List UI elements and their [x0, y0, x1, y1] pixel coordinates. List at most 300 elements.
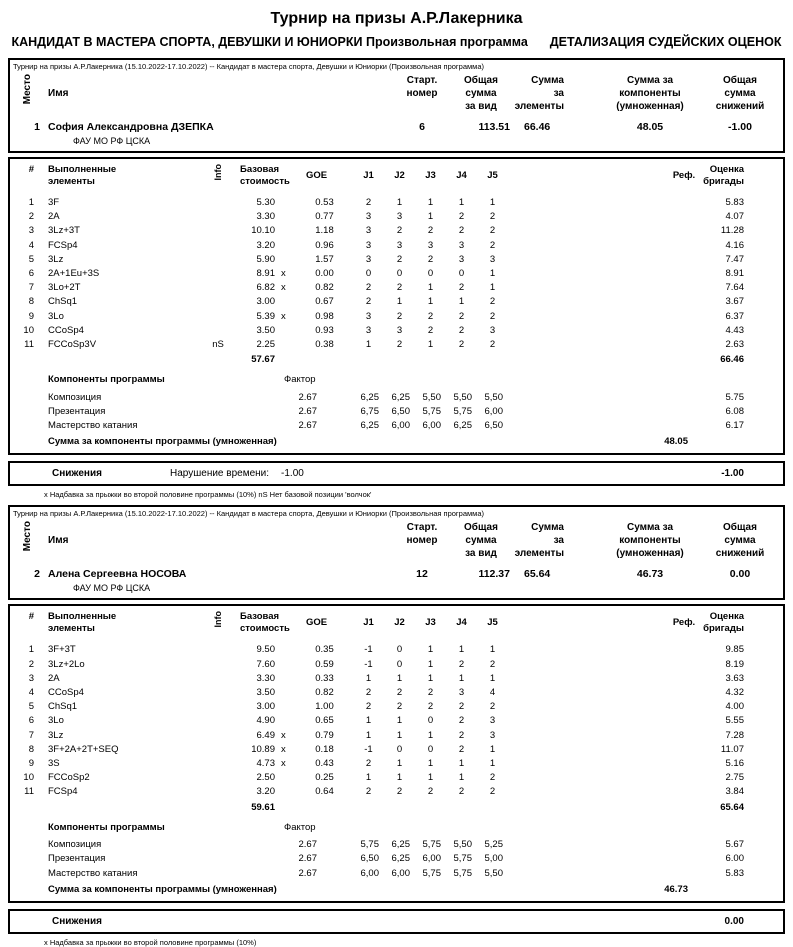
element-name: 3S	[48, 758, 60, 770]
judge-j2-score: 2	[396, 701, 403, 713]
header-goe: GOE	[305, 617, 328, 629]
judge-j2-score: 2	[396, 687, 403, 699]
judge-j5-score: 5,00	[484, 853, 503, 865]
deduction-detail-value: -1.00	[281, 468, 304, 480]
standings-header	[10, 71, 783, 113]
judge-j5-score: 3	[489, 715, 496, 727]
judge-j5-score: 1	[489, 644, 496, 656]
element-x-marker: x	[281, 743, 286, 755]
judge-j5-score: 2	[489, 225, 496, 237]
judge-j3-score: 1	[427, 644, 434, 656]
judge-j5-score: 5,50	[484, 391, 503, 403]
element-row	[10, 239, 783, 253]
deduction-total: -1.00	[721, 468, 744, 480]
header-total-deductions: Общая сумма снижений	[715, 522, 765, 560]
element-goe: 0.00	[315, 268, 334, 280]
element-base-value: 8.91	[256, 268, 275, 280]
judge-j2-score: 3	[396, 211, 403, 223]
component-name: Мастерство катания	[48, 867, 138, 879]
judge-j3-score: 5,75	[422, 867, 441, 879]
element-base-value: 3.00	[256, 296, 275, 308]
judge-j5-score: 2	[489, 239, 496, 251]
deductions-box	[8, 461, 785, 486]
judge-j5-score: 2	[489, 339, 496, 351]
judge-j2-score: 1	[396, 715, 403, 727]
judge-j1-score: 0	[365, 268, 372, 280]
header-executed-elements: Выполненные элементы	[48, 164, 117, 187]
components-title-row	[10, 815, 783, 838]
component-factor: 2.67	[298, 391, 317, 403]
judge-j3-score: 1	[427, 296, 434, 308]
judge-j1-score: 2	[365, 687, 372, 699]
judge-j5-score: 3	[489, 324, 496, 336]
judge-j5-score: 6,50	[484, 420, 503, 432]
skater-start-number: 6	[419, 121, 425, 133]
element-panel-score: 11.07	[720, 743, 744, 755]
header-j5: J5	[487, 617, 498, 629]
element-number: 9	[28, 310, 34, 322]
component-row	[10, 391, 783, 405]
element-name: 3Lo	[48, 715, 64, 727]
judge-j3-score: 2	[427, 701, 434, 713]
element-score-total: 65.64	[720, 801, 744, 813]
element-goe: 0.33	[315, 672, 334, 684]
element-name: 3Lo+2T	[48, 282, 81, 294]
judge-j3-score: 1	[427, 672, 434, 684]
component-factor: 2.67	[298, 867, 317, 879]
judge-j3-score: 1	[427, 339, 434, 351]
judge-j5-score: 6,00	[484, 405, 503, 417]
element-goe: 0.82	[315, 282, 334, 294]
judge-j1-score: 2	[365, 758, 372, 770]
element-number: 7	[28, 282, 34, 294]
component-rows	[10, 838, 783, 881]
element-base-value: 9.50	[256, 644, 275, 656]
judge-j5-score: 2	[489, 701, 496, 713]
judge-j4-score: 5,75	[453, 405, 472, 417]
judge-j4-score: 1	[458, 772, 465, 784]
judges-detail-label: ДЕТАЛИЗАЦИЯ СУДЕЙСКИХ ОЦЕНОК	[549, 35, 782, 49]
skater-total-score: 113.51	[478, 121, 510, 133]
header-total-component-score: Сумма за компоненты (умноженная)	[616, 522, 684, 560]
element-panel-score: 3.63	[725, 672, 744, 684]
component-name: Композиция	[48, 391, 102, 403]
sections	[8, 58, 785, 947]
judge-j2-score: 3	[396, 324, 403, 336]
judge-j5-score: 3	[489, 253, 496, 265]
skater-place: 1	[34, 121, 40, 133]
element-goe: 0.77	[315, 211, 334, 223]
header-start-number: Старт. номер	[406, 75, 438, 99]
judge-j2-score: 2	[396, 282, 403, 294]
judge-j4-score: 2	[458, 701, 465, 713]
element-x-marker: x	[281, 729, 286, 741]
component-row	[10, 405, 783, 419]
element-number: 8	[28, 296, 34, 308]
judge-j4-score: 3	[458, 687, 465, 699]
judge-j3-score: 2	[427, 225, 434, 237]
judge-j5-score: 1	[489, 672, 496, 684]
header-name: Имя	[48, 88, 69, 99]
element-row	[10, 310, 783, 324]
judge-j4-score: 5,75	[453, 853, 472, 865]
element-row	[10, 714, 783, 728]
header-j1: J1	[363, 617, 374, 629]
judge-j3-score: 1	[427, 282, 434, 294]
element-panel-score: 3.67	[725, 296, 744, 308]
judge-j1-score: 3	[365, 310, 372, 322]
element-name: 3Lz+2Lo	[48, 658, 85, 670]
header-base-value: Базовая стоимость	[240, 164, 290, 187]
element-number: 7	[28, 729, 34, 741]
judge-j1-score: 6,25	[360, 391, 379, 403]
judge-j5-score: 1	[489, 758, 496, 770]
component-panel-score: 6.08	[725, 405, 744, 417]
deduction-total: 0.00	[724, 915, 744, 927]
header-number: #	[28, 164, 34, 175]
judge-j1-score: 3	[365, 253, 372, 265]
element-name: 2A	[48, 672, 60, 684]
element-panel-score: 4.07	[725, 211, 744, 223]
judge-j1-score: 2	[365, 296, 372, 308]
element-rows	[10, 639, 783, 799]
judge-j4-score: 2	[458, 743, 465, 755]
components-sum-label: Сумма за компоненты программы (умноженная)	[48, 436, 277, 448]
header-total-component-score: Сумма за компоненты (умноженная)	[616, 75, 684, 112]
judge-j3-score: 2	[427, 324, 434, 336]
component-row	[10, 852, 783, 866]
judge-j4-score: 1	[458, 672, 465, 684]
element-goe: 0.35	[315, 644, 334, 656]
element-name: FCSp4	[48, 239, 78, 251]
elements-total-row	[10, 352, 783, 367]
component-panel-score: 6.00	[725, 853, 744, 865]
element-number: 3	[28, 672, 34, 684]
element-panel-score: 4.16	[725, 239, 744, 251]
judge-j2-score: 1	[396, 772, 403, 784]
skater-protocol	[8, 505, 785, 946]
header-goe: GOE	[305, 170, 328, 181]
deductions-box	[8, 909, 785, 934]
judge-j4-score: 3	[458, 253, 465, 265]
judge-j5-score: 2	[489, 310, 496, 322]
judge-j1-score: 2	[365, 701, 372, 713]
page-title: Турнир на призы А.Р.Лакерника	[270, 10, 523, 27]
judge-j2-score: 0	[396, 658, 403, 670]
header-total-deductions: Общая сумма снижений	[715, 75, 765, 112]
footnote: х Надбавка за прыжки во второй половине программы (10%)	[44, 937, 257, 947]
element-panel-score: 7.64	[725, 282, 744, 294]
element-goe: 0.43	[315, 758, 334, 770]
element-row	[10, 643, 783, 657]
judge-j3-score: 1	[427, 729, 434, 741]
skater-place: 2	[34, 568, 40, 581]
component-factor: 2.67	[298, 839, 317, 851]
header-ref: Реф.	[672, 617, 696, 629]
components-sum-value: 48.05	[664, 436, 688, 448]
components-sum-label: Сумма за компоненты программы (умноженная)	[48, 883, 277, 895]
component-factor: 2.67	[298, 853, 317, 865]
judge-j3-score: 0	[427, 743, 434, 755]
judge-j2-score: 6,25	[391, 391, 410, 403]
element-name: CCoSp4	[48, 687, 84, 699]
judge-j4-score: 2	[458, 786, 465, 798]
skater-total-score: 112.37	[478, 568, 510, 581]
element-goe: 0.67	[315, 296, 334, 308]
element-panel-score: 9.85	[725, 644, 744, 656]
element-row	[10, 672, 783, 686]
element-row	[10, 743, 783, 757]
judge-j1-score: 2	[365, 197, 372, 208]
judge-j4-score: 2	[458, 324, 465, 336]
element-row	[10, 700, 783, 714]
judge-j2-score: 1	[396, 758, 403, 770]
event-line: Турнир на призы А.Р.Лакерника (15.10.2022-17.10.2022) -- Кандидат в мастера спорта, Девушки и Юниорки (Произвольная программа)	[13, 509, 484, 519]
judge-j1-score: 2	[365, 786, 372, 798]
element-row	[10, 281, 783, 295]
element-number: 3	[28, 225, 34, 237]
element-panel-score: 5.55	[725, 715, 744, 727]
judge-j3-score: 5,75	[422, 839, 441, 851]
header-j4: J4	[456, 170, 467, 181]
element-rows	[10, 192, 783, 352]
element-goe: 0.65	[315, 715, 334, 727]
components-title: Компоненты программы	[48, 374, 165, 386]
component-panel-score: 5.67	[725, 839, 744, 851]
judge-j4-score: 2	[458, 282, 465, 294]
component-name: Мастерство катания	[48, 420, 138, 432]
judge-j5-score: 3	[489, 729, 496, 741]
judge-j1-score: 5,75	[360, 839, 379, 851]
components-sum-row	[10, 881, 783, 901]
standings-header	[10, 518, 783, 560]
component-factor: 2.67	[298, 405, 317, 417]
header-name: Имя	[48, 535, 69, 547]
judge-j4-score: 2	[458, 729, 465, 741]
element-goe: 1.57	[315, 253, 334, 265]
judge-j1-score: 1	[365, 339, 372, 351]
element-number: 2	[28, 658, 34, 670]
element-name: CCoSp4	[48, 324, 84, 336]
judge-j2-score: 6,25	[391, 853, 410, 865]
skater-name-block	[44, 121, 392, 146]
skater-deduction-score: -1.00	[728, 121, 752, 133]
element-base-value: 3.30	[256, 211, 275, 223]
skater-start-number: 12	[416, 568, 428, 581]
component-name: Композиция	[48, 839, 102, 851]
element-number: 6	[28, 268, 34, 280]
judge-j4-score: 2	[458, 339, 465, 351]
header-j2: J2	[394, 170, 405, 181]
element-base-value: 4.90	[256, 715, 275, 727]
header-place: Место	[21, 521, 33, 552]
judge-j2-score: 1	[396, 729, 403, 741]
deductions-label: Снижения	[52, 468, 102, 480]
header-panel-score: Оценка бригады	[703, 611, 744, 635]
element-panel-score: 3.84	[725, 786, 744, 798]
judge-j5-score: 2	[489, 211, 496, 223]
judge-j2-score: 0	[396, 644, 403, 656]
element-goe: 0.96	[315, 239, 334, 251]
element-x-marker: x	[281, 282, 286, 294]
judge-j2-score: 2	[396, 339, 403, 351]
judge-j1-score: 3	[365, 225, 372, 237]
element-goe: 0.59	[315, 658, 334, 670]
element-goe: 0.98	[315, 310, 334, 322]
page-subtitle	[8, 35, 785, 49]
judge-j3-score: 1	[427, 758, 434, 770]
judge-j3-score: 0	[427, 268, 434, 280]
header-start-number: Старт. номер	[406, 522, 438, 547]
element-base-value: 7.60	[256, 658, 275, 670]
standings-box	[8, 58, 785, 153]
component-rows	[10, 391, 783, 434]
element-base-value: 2.50	[256, 772, 275, 784]
judge-j3-score: 2	[427, 687, 434, 699]
skater-name: Алена Сергеевна НОСОВА	[48, 568, 187, 581]
header-j3: J3	[425, 170, 436, 181]
judge-j5-score: 1	[489, 282, 496, 294]
skater-element-score: 66.46	[524, 121, 551, 133]
components-sum-row	[10, 433, 783, 453]
element-row	[10, 253, 783, 267]
element-number: 4	[28, 239, 34, 251]
element-panel-score: 8.19	[725, 658, 744, 670]
element-base-value: 6.49	[256, 729, 275, 741]
skater-component-score: 48.05	[636, 121, 664, 133]
component-panel-score: 5.83	[725, 867, 744, 879]
element-panel-score: 5.16	[725, 758, 744, 770]
element-base-value: 3.30	[256, 672, 275, 684]
judge-j1-score: 1	[365, 715, 372, 727]
element-base-value: 3.00	[256, 701, 275, 713]
element-panel-score: 4.32	[725, 687, 744, 699]
standings-box	[8, 505, 785, 600]
header-j1: J1	[363, 170, 374, 181]
components-title: Компоненты программы	[48, 821, 165, 833]
element-goe: 0.79	[315, 729, 334, 741]
judge-j2-score: 1	[396, 296, 403, 308]
element-name: FCCoSp2	[48, 772, 90, 784]
element-panel-score: 7.28	[725, 729, 744, 741]
element-number: 6	[28, 715, 34, 727]
element-goe: 1.00	[315, 701, 334, 713]
judge-j4-score: 1	[458, 758, 465, 770]
element-base-value: 3.20	[256, 786, 275, 798]
judge-j2-score: 0	[396, 743, 403, 755]
judge-j3-score: 5,75	[422, 405, 441, 417]
elements-total-row	[10, 800, 783, 815]
element-name: FCSp4	[48, 786, 78, 798]
element-base-value: 5.39	[256, 310, 275, 322]
element-goe: 0.25	[315, 772, 334, 784]
judge-j2-score: 1	[396, 197, 403, 208]
judge-j1-score: 2	[365, 282, 372, 294]
judge-j4-score: 2	[458, 310, 465, 322]
judge-j4-score: 2	[458, 225, 465, 237]
judge-j3-score: 2	[427, 310, 434, 322]
standings-row	[10, 560, 783, 598]
element-number: 5	[28, 253, 34, 265]
judge-j5-score: 4	[489, 687, 496, 699]
judge-j1-score: 6,75	[360, 405, 379, 417]
element-row	[10, 267, 783, 281]
element-goe: 0.93	[315, 324, 334, 336]
elements-header	[10, 159, 783, 192]
header-total-element-score: Сумма за элементы	[514, 75, 564, 112]
judge-j2-score: 2	[396, 253, 403, 265]
element-number: 4	[28, 687, 34, 699]
element-goe: 0.38	[315, 339, 334, 351]
judge-j5-score: 1	[489, 197, 496, 208]
header-base-value: Базовая стоимость	[240, 611, 290, 635]
element-panel-score: 11.28	[720, 225, 744, 237]
header-place: Место	[21, 74, 33, 105]
judge-j1-score: 3	[365, 211, 372, 223]
base-value-total: 57.67	[251, 354, 275, 366]
element-score-total: 66.46	[720, 354, 744, 366]
element-number: 10	[23, 324, 34, 336]
judge-j5-score: 2	[489, 772, 496, 784]
judge-j3-score: 1	[427, 658, 434, 670]
judge-j4-score: 2	[458, 715, 465, 727]
judge-j5-score: 2	[489, 296, 496, 308]
element-name: 3F	[48, 197, 60, 208]
element-row	[10, 771, 783, 785]
judge-j1-score: 1	[365, 729, 372, 741]
element-name: 2A+1Eu+3S	[48, 268, 100, 280]
judge-j4-score: 2	[458, 211, 465, 223]
judge-j3-score: 1	[427, 211, 434, 223]
skater-name: София Александровна ДЗЕПКА	[48, 121, 214, 133]
judge-j4-score: 1	[458, 197, 465, 208]
element-row	[10, 729, 783, 743]
judge-j3-score: 2	[427, 253, 434, 265]
element-row	[10, 196, 783, 210]
element-number: 10	[23, 772, 34, 784]
element-panel-score: 5.83	[725, 197, 744, 208]
skater-club: ФАУ МО РФ ЦСКА	[73, 136, 151, 146]
element-goe: 0.53	[315, 197, 334, 208]
judge-j3-score: 2	[427, 786, 434, 798]
judge-j5-score: 5,25	[484, 839, 503, 851]
judge-j2-score: 2	[396, 310, 403, 322]
element-name: 3Lz	[48, 253, 64, 265]
judge-j3-score: 6,00	[422, 420, 441, 432]
element-x-marker: x	[281, 268, 286, 280]
element-number: 2	[28, 211, 34, 223]
judge-j4-score: 5,75	[453, 867, 472, 879]
element-x-marker: x	[281, 310, 286, 322]
component-panel-score: 6.17	[725, 420, 744, 432]
event-line: Турнир на призы А.Р.Лакерника (15.10.2022-17.10.2022) -- Кандидат в мастера спорта, Девушки и Юниорки (Произвольная программа)	[13, 62, 484, 71]
element-number: 1	[28, 644, 34, 656]
element-name: 3F+3T	[48, 644, 76, 656]
element-row	[10, 210, 783, 224]
judge-j4-score: 1	[458, 644, 465, 656]
element-panel-score: 6.37	[725, 310, 744, 322]
header-info: Info	[213, 611, 223, 628]
elements-box	[8, 604, 785, 902]
element-goe: 0.18	[315, 743, 334, 755]
element-number: 11	[24, 786, 34, 798]
skater-club: ФАУ МО РФ ЦСКА	[73, 583, 151, 594]
header-total-segment-score: Общая сумма за вид	[464, 75, 498, 112]
judge-j1-score: 3	[365, 324, 372, 336]
element-base-value: 10.89	[251, 743, 275, 755]
header-total-element-score: Сумма за элементы	[514, 522, 564, 560]
judge-j4-score: 2	[458, 658, 465, 670]
